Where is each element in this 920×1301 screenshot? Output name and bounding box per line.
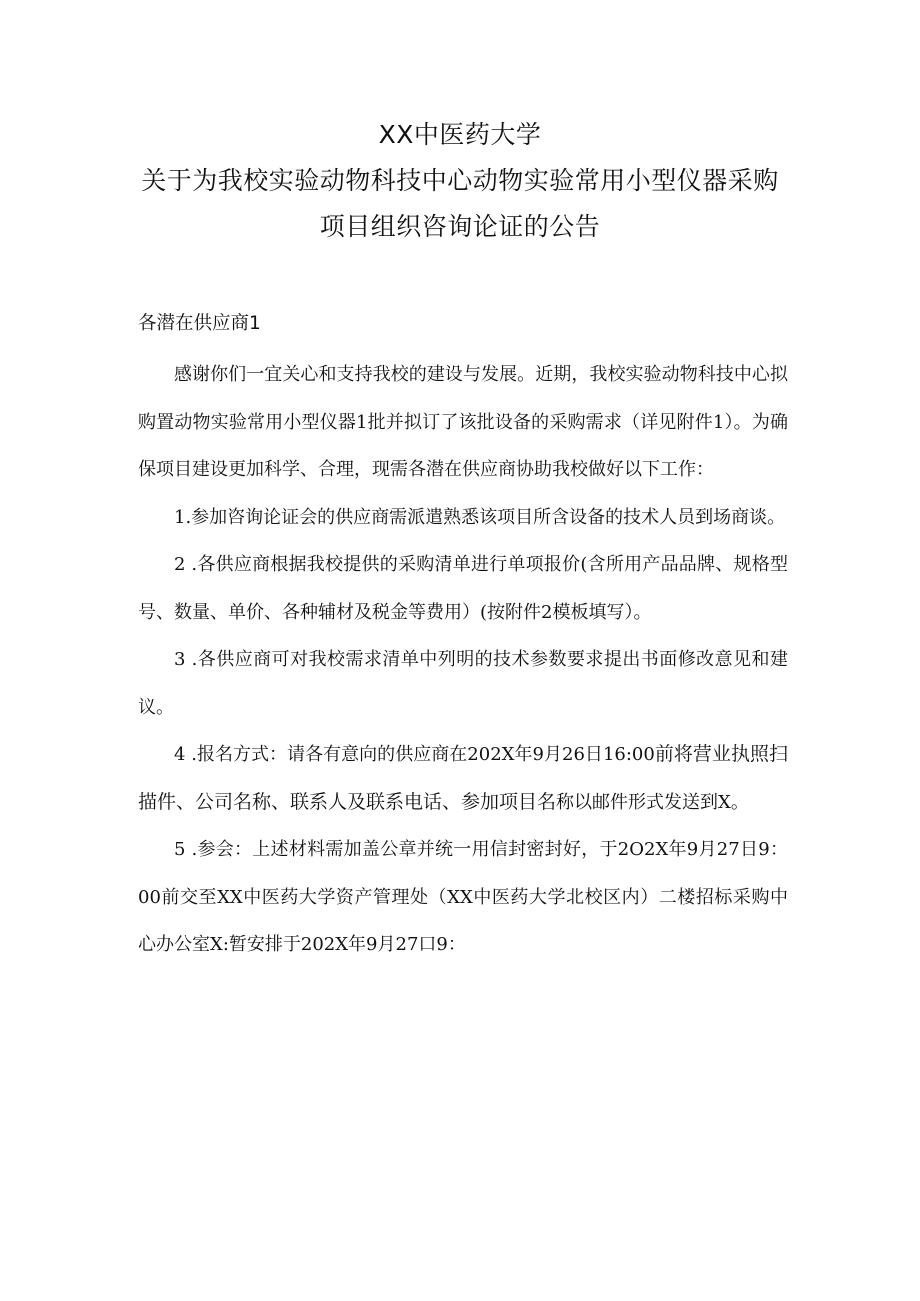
paragraph-intro: 感谢你们一宜关心和支持我校的建设与发展。近期，我校实验动物科技中心拟购置动物实验常用小型仪器1批并拟订了该批设备的采购需求（详见附件1）。为确保项目建设更加科学、合理，现需各潜在供应商协助我校做好以下工作： — [138, 364, 788, 480]
salutation: 各潜在供应商1 — [138, 313, 261, 334]
paragraph-item-4-lead: 4 .报名方式：请各有意向的供应商在202X年9月26日16:00 — [174, 744, 655, 765]
paragraph-item-4-tail: 称以邮件形式发送到X。 — [556, 791, 749, 813]
paragraph-item-3: 3 .各供应商可对我校需求清单中列明的技术参数要求提出书面修改意见和建议。 — [138, 649, 788, 718]
title-line-university: XX中医药大学 — [378, 120, 542, 149]
document-body — [138, 305, 788, 969]
title-line-subject-cont: 项目组织咨询论证的公告 — [319, 212, 601, 241]
title-line-subject: 关于为我校实验动物科技中心动物实验常用小型仪器采购 — [141, 166, 779, 195]
document-title — [0, 112, 920, 250]
paragraph-item-4 — [138, 731, 788, 826]
paragraph-item-1: 1.参加咨询论证会的供应商需派遣熟悉该项目所含设备的技术人员到场商谈。 — [174, 506, 786, 528]
paragraph-item-4-emphasis: 前将营业执照扫描件、公司名称、联系人及联系电话、参加项目名 — [138, 743, 788, 813]
paragraph-item-2: 2 .各供应商根据我校提供的采购清单进行单项报价(含所用产品品牌、规格型号、数量、单价、各种辅材及税金等费用）(按附件2模板填写）。 — [138, 554, 788, 623]
paragraph-item-5: 5 .参会：上述材料需加盖公章并统一用信封密封好，于2O2X年9月27日9：00前交至XX中医药大学资产管理处（XX中医药大学北校区内）二楼招标采购中心办公室X:暂安排于202X年9月27口9： — [138, 839, 788, 955]
